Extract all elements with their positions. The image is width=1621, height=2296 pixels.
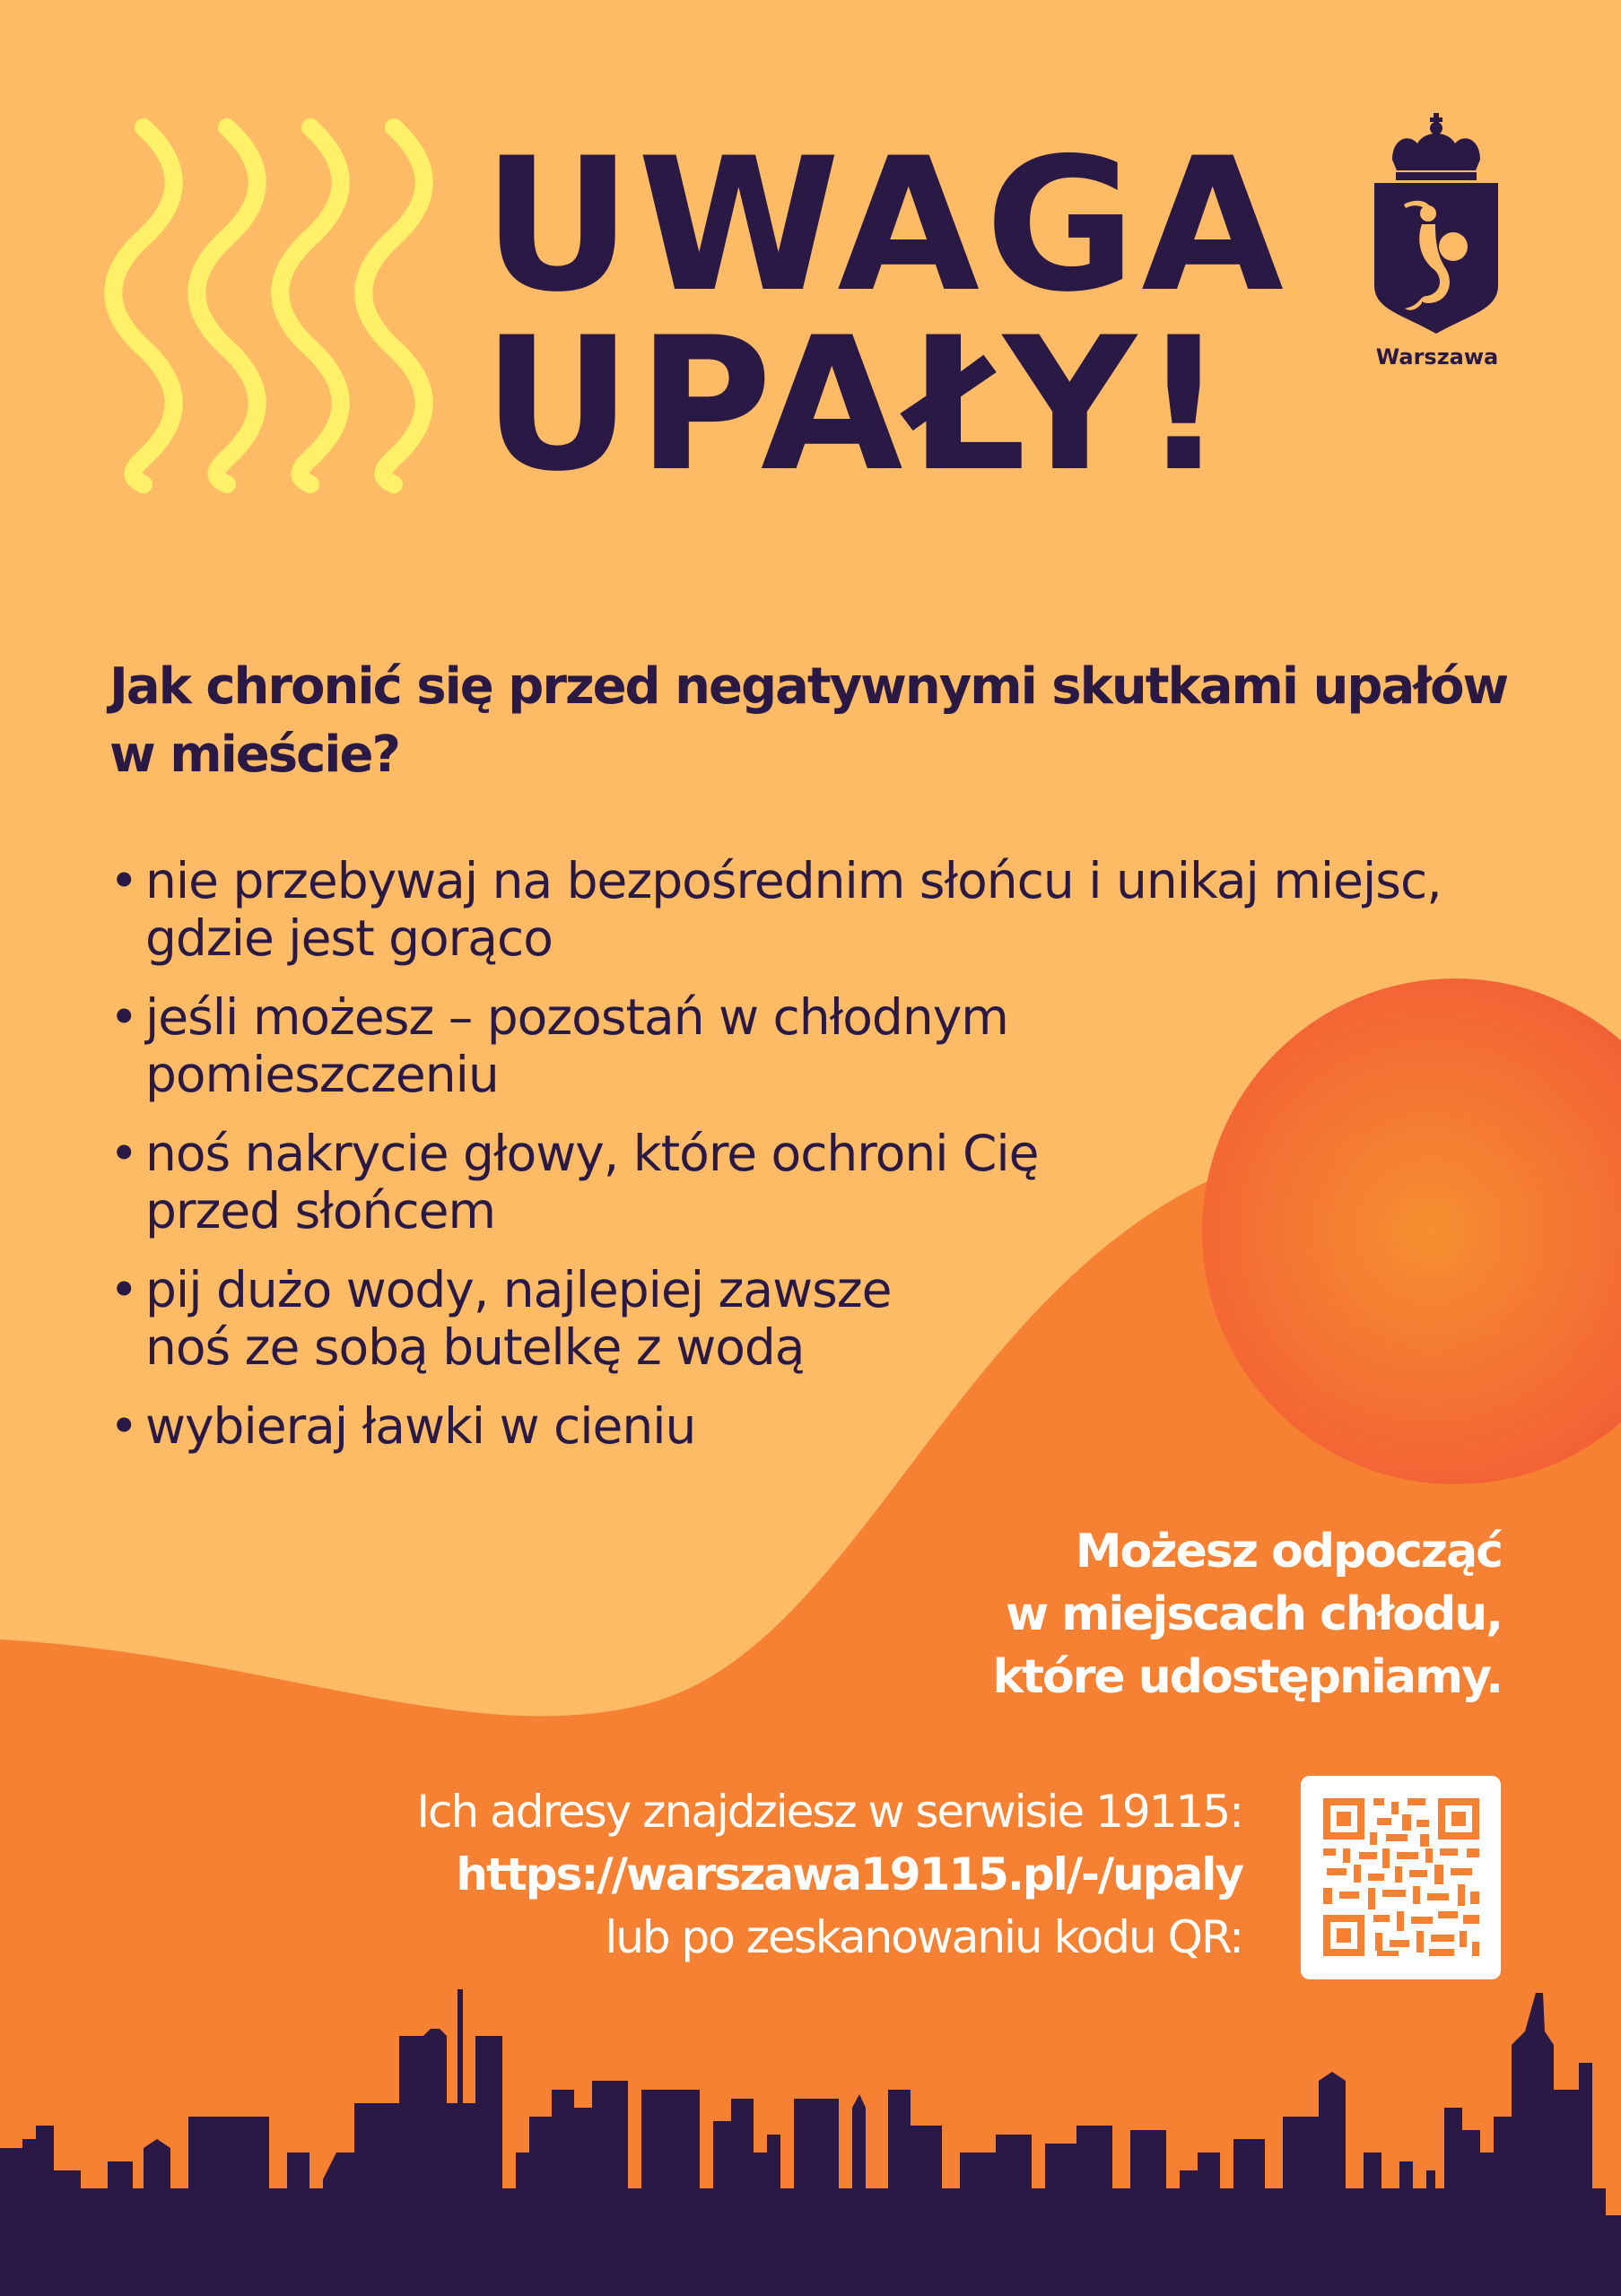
cool-places-line-3: które udostępniamy. [992,1650,1502,1704]
info-line-3: lub po zeskanowaniu kodu QR: [605,1911,1242,1963]
logo-label: Warszawa [1375,344,1499,370]
list-item: • wybieraj ławki w cieniu [109,1397,1509,1455]
heading: Jak chronić się przed negatywnymi skutkami upałów w mieście? [109,657,1508,784]
heat-waves-icon [113,127,424,484]
title-line-1: UWAGA [483,119,1289,333]
cool-places-text [993,1520,1502,1709]
list-item: • jeśli możesz – pozostań w chłodnym pomieszczeniu [109,988,1150,1103]
service-link[interactable]: https://warszawa19115.pl/-/upaly [456,1848,1242,1900]
list-item: • noś nakrycie głowy, które ochroni Cię przed słońcem [109,1125,1132,1239]
title-line-2: UPAŁY! [483,299,1232,512]
list-item: • pij dużo wody, najlepiej zawsze noś ze sobą butelkę z wodą [109,1261,953,1376]
qr-code-card[interactable] [1301,1776,1501,1979]
list-item: • nie przebywaj na bezpośrednim słońcu i unikaj miejsc, gdzie jest gorąco [109,852,1509,967]
cool-places-line-2: w miejscach chłodu, [1006,1587,1502,1641]
cool-places-line-1: Możesz odpocząć [1075,1525,1502,1578]
tips-list [109,852,1509,1476]
info-line-1: Ich adresy znajdziesz w serwisie 19115: [416,1786,1242,1838]
info-text [416,1780,1242,1969]
warsaw-coat-of-arms-icon [1374,113,1498,334]
